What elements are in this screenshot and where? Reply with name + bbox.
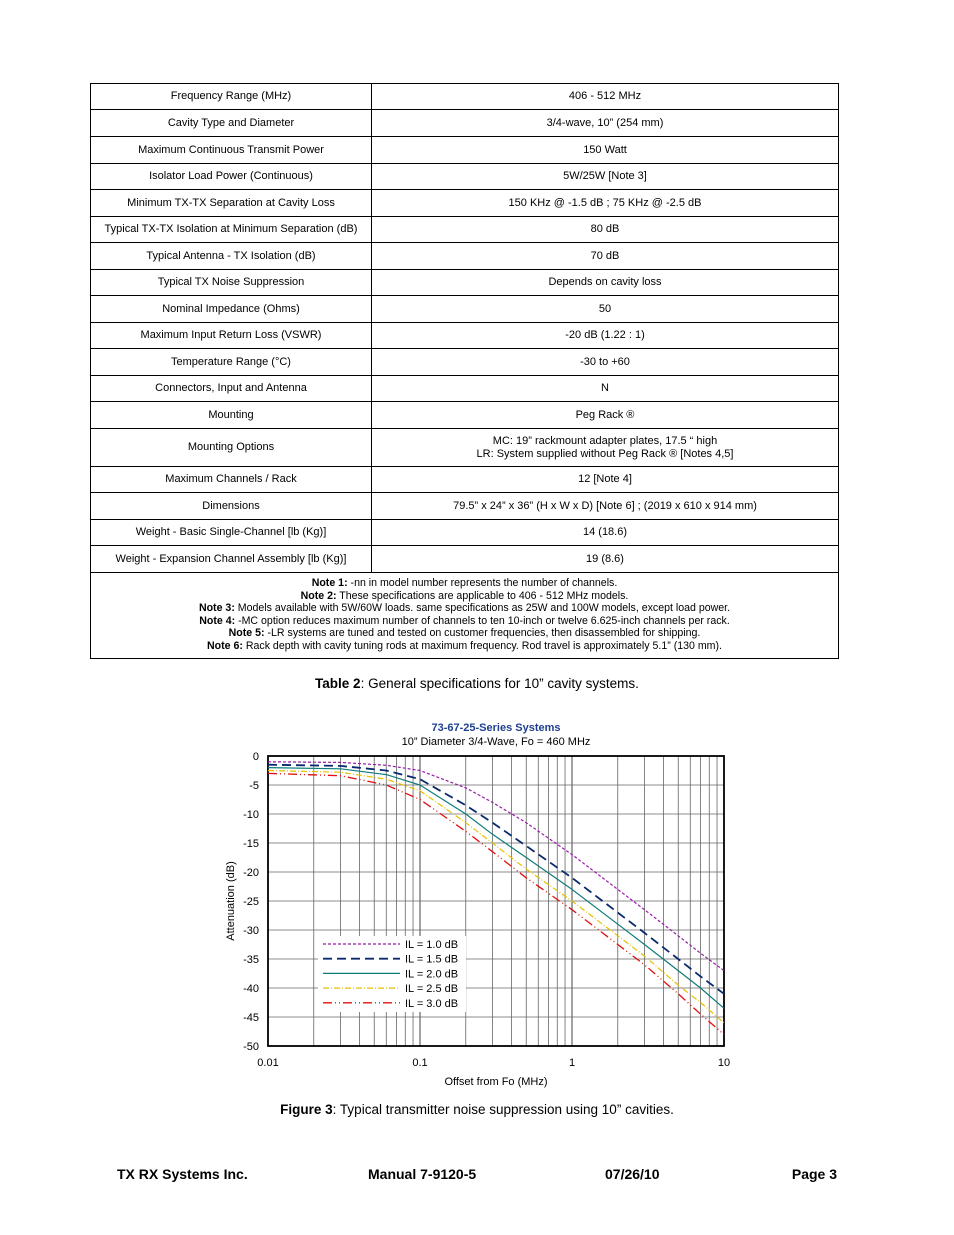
y-tick-label: -10	[243, 809, 259, 821]
y-tick-label: -45	[243, 1012, 259, 1024]
y-tick-label: -25	[243, 896, 259, 908]
y-tick-label: -30	[243, 925, 259, 937]
x-axis-label: Offset from Fo (MHz)	[444, 1076, 548, 1088]
spec-label: Weight - Basic Single-Channel [lb (Kg)]	[91, 520, 372, 546]
spec-value: 70 dB	[372, 243, 839, 270]
note-text: -nn in model number represents the number of channels.	[347, 577, 618, 589]
spec-label: Maximum Continuous Transmit Power	[91, 137, 372, 164]
note-text: These specifications are applicable to 406 - 512 MHz models.	[336, 589, 629, 602]
spec-label: Weight - Expansion Channel Assembly [lb (Kg)]	[91, 546, 372, 573]
spec-value: Peg Rack ®	[372, 402, 839, 429]
spec-value: -20 dB (1.22 : 1)	[372, 323, 839, 349]
legend-label: IL = 1.0 dB	[405, 939, 459, 951]
spec-value-line: MC: 19” rackmount adapter plates, 17.5 “ high	[492, 434, 718, 447]
spec-label: Cavity Type and Diameter	[91, 110, 372, 137]
y-tick-label: -40	[243, 983, 259, 995]
note-text: -LR systems are tuned and tested on customer frequencies, then disassembled for shipping.	[264, 627, 701, 640]
spec-label: Minimum TX-TX Separation at Cavity Loss	[91, 190, 372, 217]
spec-label: Connectors, Input and Antenna	[91, 376, 372, 402]
y-tick-label: -15	[243, 838, 259, 850]
spec-value: 12 [Note 4]	[372, 467, 839, 493]
legend-label: IL = 2.5 dB	[405, 983, 459, 996]
legend-label: IL = 1.5 dB	[405, 953, 459, 966]
spec-label: Typical Antenna - TX Isolation (dB)	[91, 243, 372, 270]
note-text: Rack depth with cavity tuning rods at maximum frequency. Rod travel is approximately 5.1” (130 mm).	[242, 639, 722, 652]
y-tick-label: -50	[243, 1041, 259, 1053]
spec-label: Dimensions	[91, 493, 372, 520]
spec-value: N	[372, 376, 839, 402]
y-tick-label: -35	[243, 954, 259, 966]
x-tick-label: 0.01	[257, 1057, 279, 1069]
spec-label: Maximum Channels / Rack	[91, 467, 372, 493]
y-tick-label: -20	[243, 867, 259, 879]
spec-value: 50	[372, 296, 839, 323]
spec-label: Mounting Options	[91, 429, 372, 467]
x-tick-label: 10	[717, 1057, 731, 1069]
note-label: Note 4:	[199, 614, 236, 627]
spec-value: 19 (8.6)	[372, 546, 839, 573]
y-tick-label: -5	[249, 780, 259, 792]
note-label: Note 3:	[198, 602, 235, 615]
y-tick-label: 0	[252, 751, 259, 763]
x-tick-label: 0.1	[412, 1057, 428, 1069]
spec-value: Depends on cavity loss	[372, 270, 839, 296]
spec-value: 3/4-wave, 10” (254 mm)	[372, 110, 839, 137]
spec-value: 150 KHz @ -1.5 dB ; 75 KHz @ -2.5 dB	[372, 190, 839, 217]
footer-date: 07/26/10	[605, 1166, 660, 1182]
figure-caption	[0, 1102, 954, 1117]
spec-value-line: LR: System supplied without Peg Rack ® [Notes 4,5]	[476, 447, 734, 460]
spec-label: Typical TX-TX Isolation at Minimum Separation (dB)	[91, 217, 372, 243]
spec-label: Frequency Range (MHz)	[91, 84, 372, 110]
note-label: Note 1:	[311, 577, 348, 589]
table-caption-label: Table 2	[315, 676, 361, 691]
chart-title: 73-67-25-Series Systems	[431, 722, 561, 734]
note-label: Note 2:	[300, 589, 337, 602]
spec-label: Typical TX Noise Suppression	[91, 270, 372, 296]
footer-company: TX RX Systems Inc.	[117, 1166, 248, 1182]
spec-label: Maximum Input Return Loss (VSWR)	[91, 323, 372, 349]
spec-label: Isolator Load Power (Continuous)	[91, 164, 372, 190]
spec-label: Temperature Range (°C)	[91, 349, 372, 376]
spec-value: 5W/25W [Note 3]	[372, 164, 839, 190]
figure-caption-text: : Typical transmitter noise suppression using 10” cavities.	[332, 1102, 674, 1117]
note-label: Note 5:	[228, 627, 265, 640]
spec-label: Nominal Impedance (Ohms)	[91, 296, 372, 323]
spec-value: 80 dB	[372, 217, 839, 243]
footer-manual: Manual 7-9120-5	[368, 1166, 477, 1182]
y-axis-label: Attenuation (dB)	[225, 861, 237, 941]
figure-caption-label: Figure 3	[280, 1102, 333, 1117]
legend-label: IL = 2.0 dB	[405, 968, 459, 981]
spec-label: Mounting	[91, 402, 372, 429]
spec-value: 14 (18.6)	[372, 520, 839, 546]
x-tick-label: 1	[568, 1057, 576, 1069]
note-text: -MC option reduces maximum number of channels to ten 10-inch or twelve 6.625-inch channels per rack.	[235, 614, 730, 627]
spec-value: 150 Watt	[372, 137, 839, 164]
spec-value: 79.5” x 24” x 36” (H x W x D) [Note 6] ; (2019 x 610 x 914 mm)	[372, 493, 839, 520]
spec-value: 406 - 512 MHz	[372, 84, 839, 110]
spec-value: -30 to +60	[372, 349, 839, 376]
table-caption-text: : General specifications for 10” cavity systems.	[360, 676, 639, 691]
legend-label: IL = 3.0 dB	[405, 997, 459, 1010]
note-label: Note 6:	[207, 639, 243, 652]
chart-subtitle: 10” Diameter 3/4-Wave, Fo = 460 MHz	[401, 736, 591, 748]
footer-page: Page 3	[791, 1166, 837, 1182]
note-text: Models available with 5W/60W loads. same specifications as 25W and 100W models, except load power.	[234, 602, 731, 615]
